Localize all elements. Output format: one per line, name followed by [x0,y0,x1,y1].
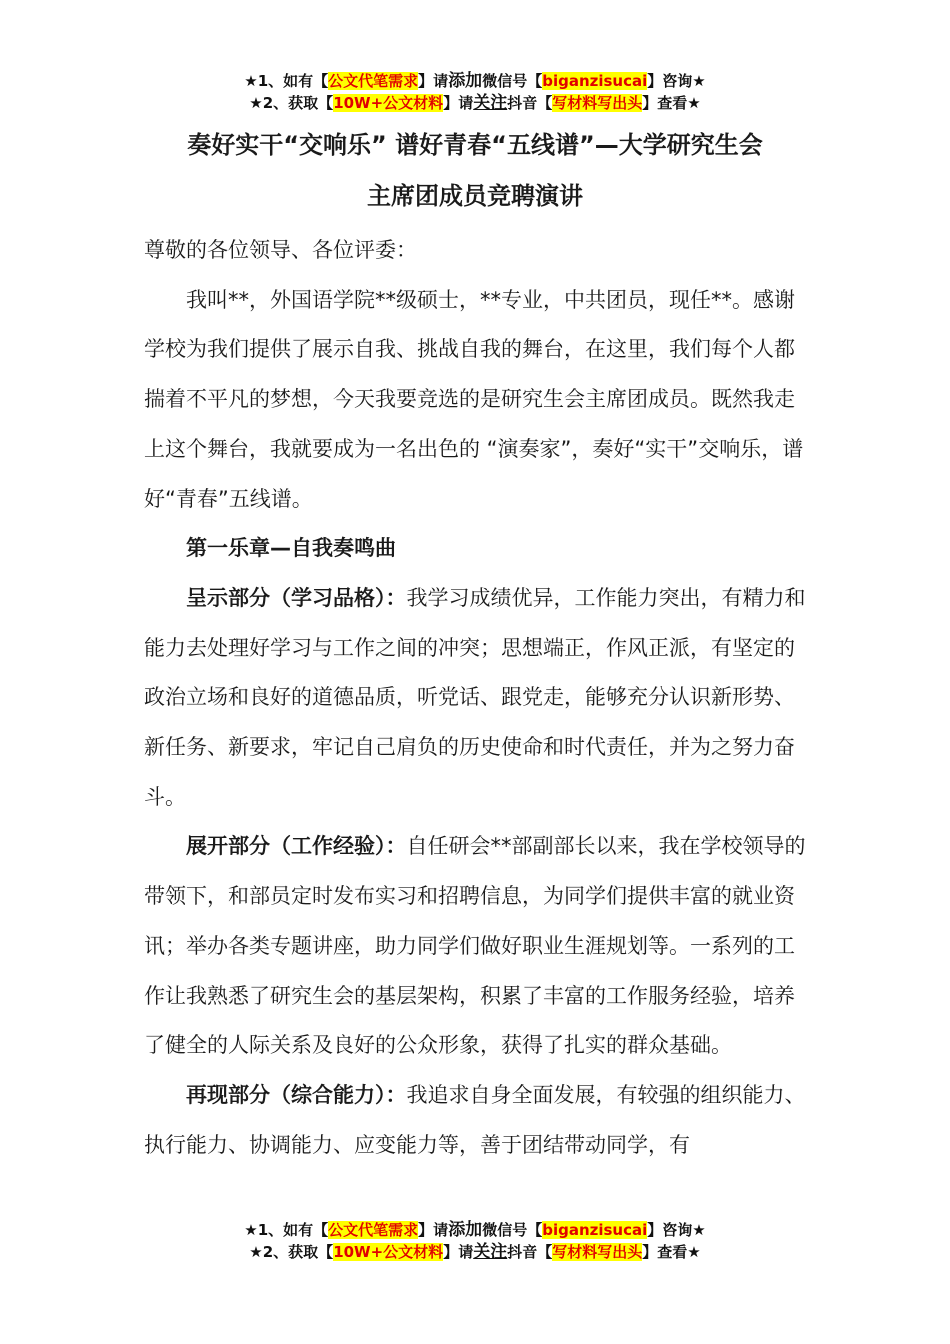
highlight-materials: 10W+公文材料 [333,1243,444,1261]
document-body [144,226,814,1170]
highlight-wechat-id: biganzisucai [542,1221,648,1239]
top-promo-banner [0,70,950,114]
chapter-heading: 第一乐章—自我奏鸣曲 [186,536,396,561]
promo-line-2: ★2、获取【10W+公文材料】请关注抖音【写材料写出头】查看★ [249,1242,701,1262]
promo-line-1: ★1、如有【公文代笔需求】请添加微信号【biganzisucai】咨询★ [244,71,706,91]
salutation: 尊敬的各位领导、各位评委： [144,238,417,262]
section-paragraph-3: 再现部分（综合能力）：我追求自身全面发展，有较强的组织能力、执行能力、协调能力、应变能力等，善于团结带动同学，有 [144,1082,806,1157]
section-paragraph-2: 展开部分（工作经验）：自任研会**部副部长以来，我在学校领导的带领下，和部员定时发布实习和招聘信息，为同学们提供丰富的就业资讯；举办各类专题讲座，助力同学们做好职业生涯规划等。一系列的工作让我熟悉了研究生会的基层架构，积累了丰富的工作服务经验，培养了健全的人际关系及良好的公众形象，获得了扎实的群众基础。 [144,834,806,1058]
intro-paragraph: 我叫**，外国语学院**级硕士，**专业，中共团员，现任**。感谢学校为我们提供了展示自我、挑战自我的舞台，在这里，我们每个人都揣着不平凡的梦想，今天我要竞选的是研究生会主席团成员。既然我走上这个舞台，我就要成为一名出色的 “演奏家”，奏好“实干”交响乐，谱好“青春”五线谱。 [144,287,804,511]
highlight-service: 公文代笔需求 [328,72,419,90]
section-heading-3: 再现部分（综合能力）： [186,1082,407,1107]
document-title-line-1: 奏好实干“交响乐” 谱好青春“五线谱”—大学研究生会 [187,131,763,159]
highlight-materials: 10W+公文材料 [333,94,444,112]
promo-line-2: ★2、获取【10W+公文材料】请关注抖音【写材料写出头】查看★ [249,93,701,113]
section-paragraph-1: 呈示部分（学习品格）：我学习成绩优异，工作能力突出，有精力和能力去处理好学习与工作之间的冲突；思想端正，作风正派，有坚定的政治立场和良好的道德品质，听党话、跟党走，能够充分认识新形势、新任务、新要求，牢记自己肩负的历史使命和时代责任，并为之努力奋斗。 [144,585,806,809]
highlight-wechat-id: biganzisucai [542,72,648,90]
highlight-douyin: 写材料写出头 [552,1243,643,1261]
promo-line-1: ★1、如有【公文代笔需求】请添加微信号【biganzisucai】咨询★ [244,1220,706,1240]
section-heading-1: 呈示部分（学习品格）： [186,585,407,610]
bottom-promo-banner [0,1219,950,1263]
document-title-line-2: 主席团成员竞聘演讲 [367,182,583,210]
section-heading-2: 展开部分（工作经验）： [186,834,407,859]
highlight-douyin: 写材料写出头 [552,94,643,112]
highlight-service: 公文代笔需求 [328,1221,419,1239]
